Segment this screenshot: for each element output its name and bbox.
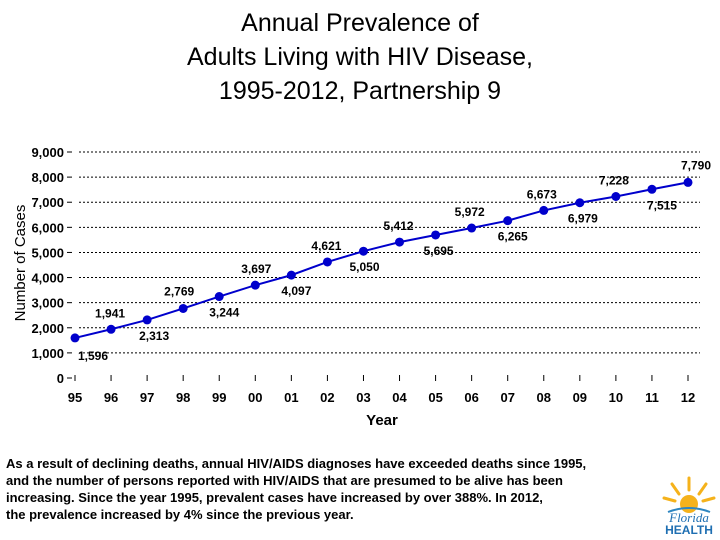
data-label: 7,515 — [646, 198, 677, 213]
data-point — [539, 206, 548, 215]
y-axis-title: Number of Cases — [12, 204, 29, 322]
x-tick-label: 09 — [572, 390, 588, 405]
data-point — [71, 333, 80, 342]
y-tick-label: 1,000 — [31, 345, 64, 361]
y-tick-label: 0 — [56, 371, 64, 386]
x-tick-label: 06 — [464, 390, 479, 405]
chart-title-line: 1995-2012, Partnership 9 — [218, 77, 502, 105]
x-tick-label: 08 — [536, 390, 551, 405]
data-label: 5,695 — [423, 243, 454, 258]
data-label: 5,972 — [454, 205, 485, 220]
data-label: 4,097 — [281, 284, 312, 299]
data-label: 6,265 — [497, 229, 528, 244]
data-point — [287, 271, 296, 280]
y-tick-label: 8,000 — [31, 170, 64, 186]
caption-line: increasing. Since the year 1995, prevalent cases have increased by over 388%. In 2012, — [6, 490, 543, 505]
data-point — [647, 185, 656, 194]
x-tick-label: 05 — [428, 390, 443, 405]
logo-text-florida: Florida — [669, 510, 709, 525]
caption-line: and the number of persons reported with HIV/AIDS that are presumed to be alive has been — [6, 473, 563, 488]
data-point — [431, 230, 440, 239]
chart-caption — [6, 455, 646, 523]
y-tick-label: 9,000 — [31, 145, 64, 160]
data-point — [215, 292, 224, 301]
data-label: 4,621 — [311, 238, 342, 253]
data-point — [323, 257, 332, 266]
data-point — [359, 247, 368, 256]
chart-title-line: Adults Living with HIV Disease, — [187, 43, 533, 71]
x-tick-label: 00 — [248, 390, 263, 405]
x-tick-label: 97 — [139, 390, 155, 405]
data-label: 5,412 — [383, 219, 414, 234]
x-tick-label: 95 — [67, 390, 83, 405]
data-label: 2,769 — [164, 284, 195, 299]
data-label: 2,313 — [139, 328, 170, 343]
x-tick-label: 07 — [500, 390, 515, 405]
x-tick-label: 98 — [175, 390, 191, 405]
y-tick-label: 3,000 — [31, 295, 64, 311]
data-label: 6,979 — [567, 211, 598, 226]
chart-title-line: Annual Prevalence of — [241, 9, 479, 37]
data-point — [503, 216, 512, 225]
y-tick-label: 4,000 — [31, 270, 64, 286]
x-tick-label: 01 — [284, 390, 299, 405]
y-tick-label: 2,000 — [31, 320, 64, 336]
x-tick-label: 11 — [645, 390, 659, 405]
caption-line: As a result of declining deaths, annual HIV/AIDS diagnoses have exceeded deaths since 1995, — [6, 456, 587, 471]
y-tick-label: 7,000 — [31, 195, 64, 211]
y-tick-label: 5,000 — [31, 245, 64, 261]
data-label: 1,596 — [78, 348, 109, 363]
data-label: 1,941 — [95, 306, 126, 321]
florida-health-logo — [660, 474, 718, 536]
data-point — [395, 238, 404, 247]
x-tick-label: 12 — [680, 390, 696, 405]
data-label: 5,050 — [349, 260, 380, 275]
data-point — [107, 325, 116, 334]
x-tick-label: 03 — [356, 390, 371, 405]
x-tick-label: 99 — [212, 390, 227, 405]
data-label: 3,697 — [241, 262, 272, 277]
data-label: 3,244 — [209, 305, 240, 320]
x-tick-label: 96 — [103, 390, 119, 405]
series-line — [75, 182, 688, 338]
caption-line: the prevalence increased by 4% since the previous year. — [6, 507, 354, 522]
x-tick-label: 10 — [608, 390, 624, 405]
y-tick-label: 6,000 — [31, 220, 64, 236]
x-axis-title: Year — [366, 412, 398, 429]
data-point — [575, 198, 584, 207]
data-point — [467, 224, 476, 233]
x-tick-label: 04 — [392, 390, 407, 405]
data-label: 7,228 — [598, 173, 629, 188]
x-tick-label: 02 — [320, 390, 335, 405]
logo-text-health: HEALTH — [665, 523, 713, 536]
data-label: 6,673 — [526, 187, 557, 202]
data-point — [143, 315, 152, 324]
data-point — [611, 192, 620, 201]
data-point — [179, 304, 188, 313]
data-point — [684, 178, 693, 187]
data-point — [251, 281, 260, 290]
data-label: 7,790 — [681, 158, 712, 173]
